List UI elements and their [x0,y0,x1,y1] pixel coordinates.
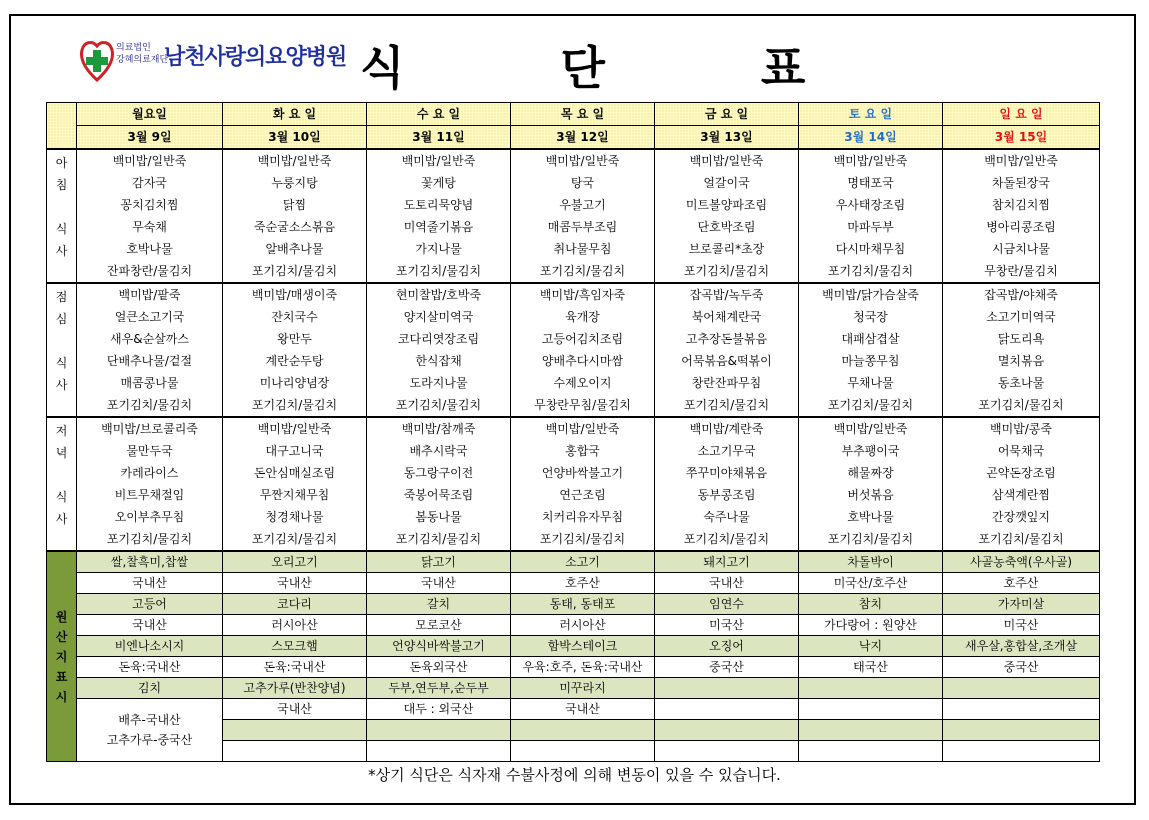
day-name: 일 요 일 [943,103,1100,126]
origin-cell: 태국산 [799,657,943,678]
origin-row [47,699,1100,720]
origin-cell: 중국산 [655,657,799,678]
meal-row [47,238,1100,260]
menu-item: 돈안심매실조림 [223,462,367,484]
origin-row [47,678,1100,699]
menu-item: 삼색계란찜 [943,484,1100,506]
origin-cell [943,678,1100,699]
origin-cell: 호주산 [511,573,655,594]
menu-item: 탕국 [511,172,655,194]
menu-item: 포기김치/물김치 [223,260,367,283]
menu-item: 미나리양념장 [223,372,367,394]
day-date: 3월 14일 [799,126,943,150]
menu-item: 동그랑구이전 [367,462,511,484]
menu-item: 닭도리욕 [943,328,1100,350]
logo-subtitle-line2: 강혜의료재단 [116,55,169,65]
menu-item: 백미밥/일반죽 [799,149,943,172]
menu-item: 간장깻잎지 [943,506,1100,528]
menu-item: 왕만두 [223,328,367,350]
origin-cell [943,699,1100,720]
meal-row [47,216,1100,238]
menu-item: 백미밥/일반죽 [511,417,655,440]
menu-item: 포기김치/물김치 [943,528,1100,551]
meal-row [47,440,1100,462]
origin-cell: 러시아산 [223,615,367,636]
menu-item: 포기김치/물김치 [77,528,223,551]
menu-item: 백미밥/일반죽 [367,149,511,172]
menu-item: 포기김치/물김치 [799,260,943,283]
meal-row [47,484,1100,506]
meal-row [47,417,1100,440]
menu-item: 숙주나물 [655,506,799,528]
origin-cell: 오리고기 [223,551,367,573]
meal-row [47,172,1100,194]
origin-cell: 국내산 [77,573,223,594]
origin-cell: 코다리 [223,594,367,615]
menu-item: 미역줄기볶음 [367,216,511,238]
menu-item: 단배추나물/겉절 [77,350,223,372]
origin-cell: 돼지고기 [655,551,799,573]
origin-cell: 미국산 [943,615,1100,636]
origin-cell: 돈육:국내산 [223,657,367,678]
day-name: 월요일 [77,103,223,126]
menu-item: 청경채나물 [223,506,367,528]
menu-item: 포기김치/물김치 [367,260,511,283]
origin-cell: 가다랑어 : 원양산 [799,615,943,636]
day-name: 목 요 일 [511,103,655,126]
origin-cell: 두부,연두부,순두부 [367,678,511,699]
origin-cell [223,720,367,741]
menu-item: 백미밥/팥죽 [77,283,223,306]
menu-item: 단호박조림 [655,216,799,238]
origin-cell [655,720,799,741]
menu-item: 포기김치/물김치 [223,394,367,417]
day-date: 3월 15일 [943,126,1100,150]
meal-row [47,149,1100,172]
origin-cell [799,720,943,741]
menu-item: 얼갈이국 [655,172,799,194]
origin-cell: 소고기 [511,551,655,573]
menu-item: 동부콩조림 [655,484,799,506]
origin-cell: 국내산 [77,615,223,636]
menu-item: 어묵볶음&떡볶이 [655,350,799,372]
menu-item: 포기김치/물김치 [367,528,511,551]
kimchi-origin-note [77,699,223,762]
menu-item: 치커리유자무침 [511,506,655,528]
origin-cell: 국내산 [511,699,655,720]
origin-cell: 가자미살 [943,594,1100,615]
origin-cell [655,741,799,762]
menu-item: 백미밥/흑임자죽 [511,283,655,306]
origin-cell: 러시아산 [511,615,655,636]
menu-item: 새우&순살까스 [77,328,223,350]
menu-item: 참치김치찜 [943,194,1100,216]
menu-item: 동초나물 [943,372,1100,394]
menu-item: 매콤두부조림 [511,216,655,238]
origin-cell: 언양식바싹불고기 [367,636,511,657]
origin-cell: 미꾸라지 [511,678,655,699]
origin-cell: 김치 [77,678,223,699]
menu-item: 고등어김치조림 [511,328,655,350]
menu-item: 언양바싹불고기 [511,462,655,484]
menu-item: 배추시락국 [367,440,511,462]
meal-label: 저 녁 식 사 [47,417,77,551]
origin-cell: 미국산 [655,615,799,636]
origin-cell [511,720,655,741]
day-name: 수 요 일 [367,103,511,126]
menu-item: 곤약돈장조림 [943,462,1100,484]
menu-item: 한식잡채 [367,350,511,372]
origin-cell: 고등어 [77,594,223,615]
day-date: 3월 10일 [223,126,367,150]
menu-item: 멸치볶음 [943,350,1100,372]
corner-cell [47,103,77,150]
origin-row [47,594,1100,615]
hospital-logo [78,34,347,90]
menu-item: 무창란무침/물김치 [511,394,655,417]
origin-cell: 참치 [799,594,943,615]
menu-item: 백미밥/일반죽 [223,149,367,172]
menu-item: 카레라이스 [77,462,223,484]
menu-item: 무채나물 [799,372,943,394]
menu-item: 백미밥/일반죽 [943,149,1100,172]
day-date: 3월 13일 [655,126,799,150]
meal-row [47,462,1100,484]
origin-label: 원 산 지 표 시 [47,551,77,762]
menu-item: 닭찜 [223,194,367,216]
menu-item: 창란잔파무침 [655,372,799,394]
menu-item: 오이부추무침 [77,506,223,528]
menu-item: 포기김치/물김치 [943,394,1100,417]
menu-item: 무숙채 [77,216,223,238]
menu-item: 청국장 [799,306,943,328]
meal-row [47,528,1100,551]
meal-row [47,283,1100,306]
menu-item: 비트무채절임 [77,484,223,506]
menu-item: 시금치나물 [943,238,1100,260]
menu-item: 다시마채무침 [799,238,943,260]
day-date: 3월 12일 [511,126,655,150]
menu-table [46,102,1100,762]
menu-item: 백미밥/일반죽 [223,417,367,440]
meal-label: 아 침 식 사 [47,149,77,283]
menu-item: 도라지나물 [367,372,511,394]
meal-row [47,372,1100,394]
menu-item: 어묵채국 [943,440,1100,462]
menu-item: 현미찰밥/호박죽 [367,283,511,306]
origin-cell [799,741,943,762]
menu-item: 우불고기 [511,194,655,216]
menu-item: 잔파창란/물김치 [77,260,223,283]
meal-row [47,194,1100,216]
menu-item: 백미밥/닭가슴살죽 [799,283,943,306]
menu-item: 백미밥/콩죽 [943,417,1100,440]
menu-item: 대패삼겹살 [799,328,943,350]
menu-item: 양배추다시마쌈 [511,350,655,372]
origin-cell: 임연수 [655,594,799,615]
origin-cell: 고추가루(반찬양념) [223,678,367,699]
menu-item: 취나물무침 [511,238,655,260]
hospital-name: 남천사랑의요양병원 [164,45,347,70]
menu-item: 포기김치/물김치 [799,394,943,417]
menu-item: 백미밥/일반죽 [799,417,943,440]
menu-item: 고추장돈불볶음 [655,328,799,350]
origin-row [47,551,1100,573]
origin-cell [511,741,655,762]
menu-item: 쭈꾸미야채볶음 [655,462,799,484]
origin-cell: 호주산 [943,573,1100,594]
day-date: 3월 11일 [367,126,511,150]
menu-item: 매콤콩나물 [77,372,223,394]
menu-item: 물만두국 [77,440,223,462]
menu-item: 명태포국 [799,172,943,194]
origin-cell: 국내산 [223,573,367,594]
origin-cell [367,720,511,741]
origin-cell: 쌀,찰흑미,찹쌀 [77,551,223,573]
origin-cell: 미국산/호주산 [799,573,943,594]
menu-item: 잡곡밥/녹두죽 [655,283,799,306]
menu-item: 봄동나물 [367,506,511,528]
menu-item: 죽봉어묵조림 [367,484,511,506]
origin-cell: 함박스테이크 [511,636,655,657]
menu-item: 호박나물 [77,238,223,260]
menu-item: 미트볼양파조림 [655,194,799,216]
menu-item: 마늘쫑무침 [799,350,943,372]
origin-cell: 낙지 [799,636,943,657]
menu-item: 백미밥/일반죽 [511,149,655,172]
menu-item: 백미밥/매생이죽 [223,283,367,306]
menu-item: 포기김치/물김치 [799,528,943,551]
menu-item: 북어채계란국 [655,306,799,328]
meal-row [47,328,1100,350]
menu-item: 연근조림 [511,484,655,506]
origin-row [47,636,1100,657]
menu-item: 얼큰소고기국 [77,306,223,328]
origin-cell [223,741,367,762]
logo-subtitle [116,42,168,66]
menu-item: 무짠지채무침 [223,484,367,506]
day-name: 금 요 일 [655,103,799,126]
origin-cell: 닭고기 [367,551,511,573]
menu-item: 부추팽이국 [799,440,943,462]
origin-cell: 중국산 [943,657,1100,678]
menu-item: 잡곡밥/야채죽 [943,283,1100,306]
day-date-row [47,126,1100,150]
menu-item: 백미밥/브로콜리죽 [77,417,223,440]
origin-cell: 돈육외국산 [367,657,511,678]
origin-cell: 국내산 [655,573,799,594]
origin-cell [367,741,511,762]
meal-label: 점 심 식 사 [47,283,77,417]
origin-cell [799,699,943,720]
menu-item: 무창란/물김치 [943,260,1100,283]
menu-item: 감자국 [77,172,223,194]
menu-item: 양지살미역국 [367,306,511,328]
menu-item: 육개장 [511,306,655,328]
menu-item: 계란순두탕 [223,350,367,372]
origin-cell: 갈치 [367,594,511,615]
menu-item: 대구고니국 [223,440,367,462]
menu-item: 잔치국수 [223,306,367,328]
day-name-row [47,103,1100,126]
origin-cell [655,699,799,720]
menu-item: 브로콜리*초장 [655,238,799,260]
origin-cell: 비엔나소시지 [77,636,223,657]
origin-cell [655,678,799,699]
menu-item: 누룽지탕 [223,172,367,194]
meal-row [47,506,1100,528]
menu-item: 죽순굴소스볶음 [223,216,367,238]
day-date: 3월 9일 [77,126,223,150]
menu-item: 코다리엿장조림 [367,328,511,350]
origin-cell: 오징어 [655,636,799,657]
origin-cell: 새우살,홍합살,조개살 [943,636,1100,657]
menu-item: 버섯볶음 [799,484,943,506]
menu-item: 포기김치/물김치 [77,394,223,417]
menu-item: 도토리묵양념 [367,194,511,216]
menu-item: 소고기무국 [655,440,799,462]
menu-item: 백미밥/계란죽 [655,417,799,440]
meal-row [47,306,1100,328]
logo-subtitle-line1: 의료법인 [116,43,151,53]
menu-item: 백미밥/일반죽 [655,149,799,172]
menu-item: 병아리콩조림 [943,216,1100,238]
menu-item: 마파두부 [799,216,943,238]
menu-item: 포기김치/물김치 [655,528,799,551]
origin-row [47,657,1100,678]
origin-row [47,573,1100,594]
kimchi-note-line2: 고추가루-중국산 [106,733,193,747]
origin-cell: 국내산 [223,699,367,720]
menu-item: 포기김치/물김치 [511,260,655,283]
menu-item: 포기김치/물김치 [367,394,511,417]
origin-row [47,615,1100,636]
menu-item: 소고기미역국 [943,306,1100,328]
menu-item: 포기김치/물김치 [655,394,799,417]
menu-item: 백미밥/일반죽 [77,149,223,172]
page-title: 식 단 표 [360,41,876,95]
day-name: 화 요 일 [223,103,367,126]
origin-cell: 국내산 [367,573,511,594]
menu-item: 호박나물 [799,506,943,528]
origin-cell: 모로코산 [367,615,511,636]
menu-item: 포기김치/물김치 [511,528,655,551]
origin-cell: 대두 : 외국산 [367,699,511,720]
menu-item: 홍합국 [511,440,655,462]
menu-item: 꽁치김치찜 [77,194,223,216]
origin-cell: 차돌박이 [799,551,943,573]
menu-item: 해물짜장 [799,462,943,484]
menu-item: 차돌된장국 [943,172,1100,194]
day-name: 토 요 일 [799,103,943,126]
menu-item: 수제오이지 [511,372,655,394]
footer-note: *상기 식단은 식자재 수불사정에 의해 변동이 있을 수 있습니다. [368,766,781,784]
menu-item: 가지나물 [367,238,511,260]
cross-heart-icon [80,38,114,82]
origin-cell: 동태, 동태포 [511,594,655,615]
origin-cell: 사골농축액(우사골) [943,551,1100,573]
origin-cell [943,720,1100,741]
meal-row [47,350,1100,372]
origin-cell: 돈육:국내산 [77,657,223,678]
origin-cell [943,741,1100,762]
menu-item: 포기김치/물김치 [655,260,799,283]
menu-item: 꽃게탕 [367,172,511,194]
kimchi-note-line1: 배추-국내산 [118,713,181,727]
menu-item: 알배추나물 [223,238,367,260]
origin-cell: 우육:호주, 돈육:국내산 [511,657,655,678]
origin-cell: 스모크햄 [223,636,367,657]
page-header [78,30,876,96]
menu-item: 포기김치/물김치 [223,528,367,551]
menu-item: 우사태장조림 [799,194,943,216]
meal-row [47,260,1100,283]
meal-row [47,394,1100,417]
origin-cell [799,678,943,699]
menu-item: 백미밥/참깨죽 [367,417,511,440]
